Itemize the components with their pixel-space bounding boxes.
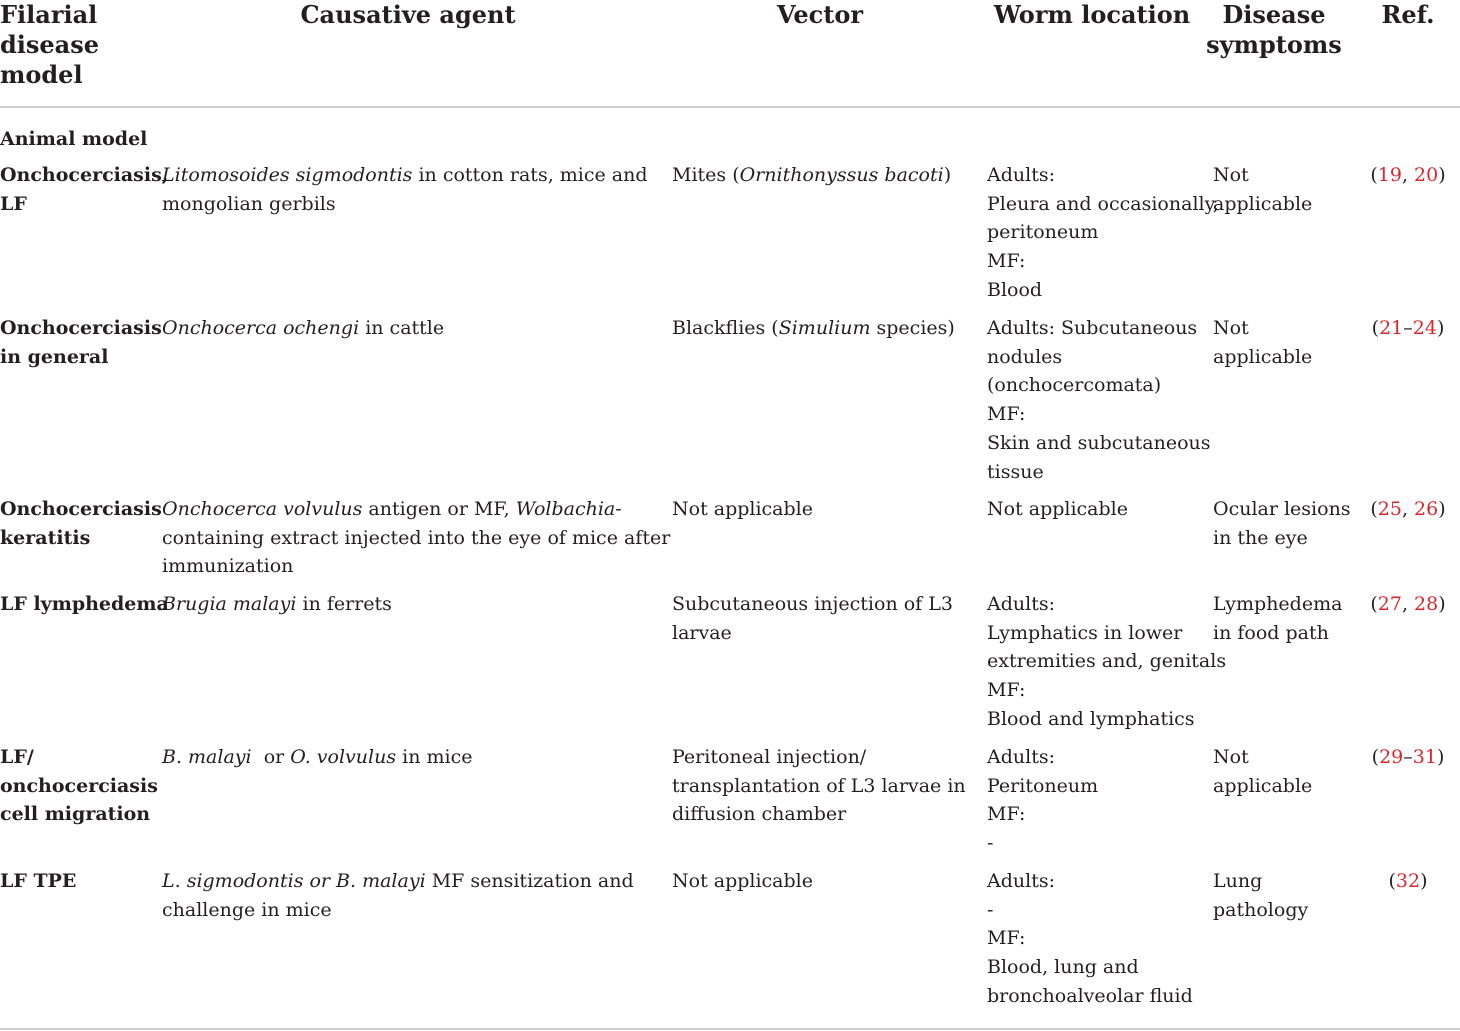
row-5-agent: [162, 743, 632, 772]
row-6-agent: [162, 867, 632, 924]
worm-line: Peritoneum: [987, 774, 1099, 797]
worm-line: extremities and, genitals: [987, 650, 1227, 673]
agent-line: immunization: [162, 555, 294, 578]
worm-line: -: [987, 898, 994, 921]
species-name: Brugia malayi: [162, 593, 297, 615]
header-symptoms-line: symptoms: [1206, 30, 1342, 59]
agent-text: in mice: [396, 746, 473, 768]
worm-line: Adults:: [987, 593, 1055, 615]
row-3-ref: (25, 26): [1370, 498, 1446, 520]
model-line: keratitis: [0, 526, 91, 549]
model-line: Onchocerciasis,: [0, 164, 169, 186]
header-model-line: model: [0, 60, 83, 89]
symptoms-line: in the eye: [1213, 526, 1308, 549]
symptoms-line: applicable: [1213, 774, 1313, 797]
symptoms-line: in food path: [1213, 621, 1329, 644]
vector-text: Blackflies (: [672, 317, 779, 339]
species-name: Ornithonyssus bacoti: [739, 164, 944, 186]
vector-line: Subcutaneous injection of L3: [672, 593, 953, 615]
row-2-worm: [987, 314, 1211, 486]
worm-line: MF:: [987, 403, 1026, 426]
header-model-line: Filarial: [0, 0, 98, 29]
header-rule: [0, 106, 1460, 108]
species-name: Onchocerca volvulus: [162, 498, 363, 520]
header-symptoms: [1205, 0, 1343, 60]
worm-line: -: [987, 832, 994, 855]
ref-link[interactable]: 31: [1412, 746, 1437, 768]
header-worm: Worm location: [993, 0, 1191, 29]
row-5-model: [0, 743, 158, 829]
symptoms-line: Lymphedema: [1213, 593, 1343, 615]
ref-link[interactable]: 27: [1377, 593, 1402, 615]
symptoms-line: Not: [1213, 746, 1249, 768]
section-label: Animal model: [0, 128, 148, 150]
model-line: Onchocerciasis: [0, 317, 162, 339]
header-model: [0, 0, 150, 90]
vector-line: larvae: [672, 621, 732, 644]
worm-line: Pleura and occasionally,: [987, 192, 1219, 215]
row-4-model: [0, 590, 169, 619]
worm-line: bronchoalveolar fluid: [987, 984, 1193, 1007]
row-3-vector: Not applicable: [672, 498, 813, 520]
species-name: Wolbachia: [515, 498, 616, 520]
worm-line: Adults: Subcutaneous: [987, 317, 1198, 339]
species-name: Onchocerca ochengi: [162, 317, 360, 339]
row-2-vector: [672, 314, 962, 343]
ref-link[interactable]: 28: [1414, 593, 1439, 615]
row-1-symptoms: [1213, 161, 1343, 218]
row-2-ref: (21–24): [1371, 317, 1445, 339]
symptoms-line: Not: [1213, 164, 1249, 186]
row-6-vector: Not applicable: [672, 870, 813, 892]
row-3-worm: Not applicable: [987, 498, 1128, 520]
agent-line: challenge in mice: [162, 898, 332, 921]
header-model-line: disease: [0, 30, 100, 59]
agent-line: [162, 867, 632, 896]
header-vector: Vector: [776, 0, 864, 29]
row-1-agent: [162, 161, 648, 218]
model-line: cell migration: [0, 803, 151, 826]
species-name: Simulium: [778, 317, 871, 339]
worm-line: Adults:: [987, 164, 1055, 186]
agent-line: containing extract injected into the eye of mice after: [162, 526, 671, 549]
row-4-agent: [162, 590, 632, 619]
row-2-model: [0, 314, 162, 371]
worm-line: Adults:: [987, 746, 1055, 768]
header-ref: Ref.: [1381, 0, 1435, 29]
agent-line: mongolian gerbils: [162, 192, 336, 215]
row-2-symptoms: [1213, 314, 1343, 371]
symptoms-line: Not: [1213, 317, 1249, 339]
row-3-model: [0, 495, 162, 552]
worm-line: nodules: [987, 345, 1063, 368]
species-name: L. sigmodontis or B. malayi: [162, 870, 426, 892]
header-agent: Causative agent: [300, 0, 516, 29]
row-4-vector: [672, 590, 962, 647]
worm-line: Blood: [987, 278, 1043, 301]
vector-text: ): [943, 164, 952, 186]
vector-line: Peritoneal injection/: [672, 746, 867, 768]
agent-line: [162, 161, 648, 190]
agent-text: or: [251, 746, 291, 768]
row-1-ref: (19, 20): [1370, 164, 1446, 186]
model-line: LF/: [0, 746, 34, 768]
row-3-symptoms: [1213, 495, 1351, 552]
worm-line: Adults:: [987, 870, 1055, 892]
model-line: LF TPE: [0, 870, 77, 892]
row-1-worm: [987, 161, 1219, 305]
agent-text: in cotton rats, mice and: [412, 164, 648, 186]
row-4-ref: (27, 28): [1370, 593, 1446, 615]
ref-link[interactable]: 19: [1377, 164, 1402, 186]
model-line: onchocerciasis: [0, 774, 158, 797]
ref-link[interactable]: 25: [1377, 498, 1402, 520]
species-name: O. volvulus: [290, 746, 397, 768]
species-name: Litomosoides sigmodontis: [162, 164, 413, 186]
vector-text: species): [870, 317, 955, 339]
symptoms-line: pathology: [1213, 898, 1309, 921]
bottom-rule: [0, 1028, 1460, 1030]
species-name: B. malayi: [162, 746, 252, 768]
ref-link[interactable]: 21: [1379, 317, 1404, 339]
row-5-ref: (29–31): [1371, 746, 1445, 768]
row-4-worm: [987, 590, 1227, 734]
worm-line: MF:: [987, 803, 1026, 826]
row-1-vector: [672, 161, 962, 190]
row-6-symptoms: [1213, 867, 1343, 924]
worm-line: Lymphatics in lower: [987, 621, 1183, 644]
ref-link[interactable]: 32: [1395, 870, 1421, 892]
model-line: LF: [0, 192, 27, 215]
vector-text: Mites (: [672, 164, 740, 186]
row-4-symptoms: [1213, 590, 1343, 647]
agent-text: -: [615, 498, 622, 520]
row-3-agent: [162, 495, 671, 581]
agent-text: MF sensitization and: [425, 870, 634, 892]
agent-text: in cattle: [359, 317, 445, 339]
agent-text: antigen or MF,: [362, 498, 516, 520]
ref-link[interactable]: 20: [1414, 164, 1439, 186]
row-6-model: [0, 867, 150, 896]
worm-line: Skin and subcutaneous: [987, 431, 1211, 454]
header-symptoms-line: Disease: [1222, 0, 1326, 29]
worm-line: MF:: [987, 679, 1026, 702]
row-5-worm: [987, 743, 1203, 858]
symptoms-line: applicable: [1213, 345, 1313, 368]
worm-line: Blood, lung and: [987, 956, 1139, 979]
vector-line: transplantation of L3 larvae in: [672, 774, 966, 797]
row-6-ref: (32): [1388, 870, 1428, 892]
agent-line: [162, 495, 632, 524]
symptoms-line: Ocular lesions: [1213, 498, 1351, 520]
ref-link[interactable]: 24: [1412, 317, 1437, 339]
worm-line: (onchocercomata): [987, 374, 1162, 397]
row-6-worm: [987, 867, 1203, 1011]
row-2-agent: [162, 314, 632, 343]
ref-link[interactable]: 26: [1414, 498, 1439, 520]
row-5-vector: [672, 743, 966, 829]
model-line: in general: [0, 345, 109, 368]
vector-line: diffusion chamber: [672, 803, 847, 826]
agent-text: in ferrets: [296, 593, 392, 615]
row-5-symptoms: [1213, 743, 1343, 800]
model-line: LF lymphedema: [0, 593, 169, 615]
worm-line: tissue: [987, 460, 1044, 483]
model-line: Onchocerciasis: [0, 498, 162, 520]
worm-line: peritoneum: [987, 221, 1099, 244]
worm-line: MF:: [987, 927, 1026, 950]
row-1-model: [0, 161, 169, 218]
symptoms-line: applicable: [1213, 192, 1313, 215]
worm-line: MF:: [987, 250, 1026, 273]
ref-link[interactable]: 29: [1379, 746, 1404, 768]
symptoms-line: Lung: [1213, 870, 1263, 892]
worm-line: Blood and lymphatics: [987, 707, 1195, 730]
